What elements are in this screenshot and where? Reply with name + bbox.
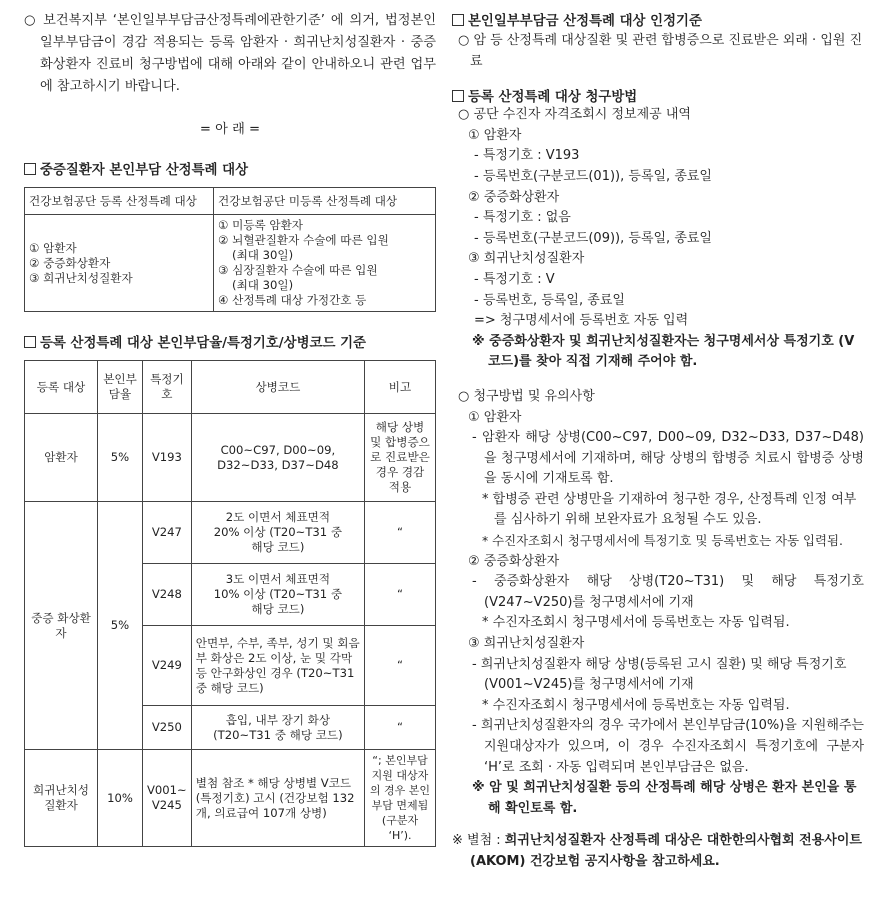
- section3-line: ○ 암 등 산정특례 대상질환 및 관련 합병증으로 진료받은 외래 · 입원 진료: [458, 33, 863, 69]
- warning-note: ※ 암 및 희귀난치성질환 등의 산정특례 해당 상병은 환자 본인을 통해 확인토록 함.: [472, 780, 857, 816]
- list-item: ○ 청구방법 및 유의사항: [458, 388, 595, 404]
- section2-title: 등록 산정특례 대상 본인부담율/특정기호/상병코드 기준: [24, 332, 436, 351]
- list-item: ○ 공단 수진자 자격조회시 정보제공 내역: [458, 107, 691, 123]
- checkbox-square-icon: [452, 14, 464, 26]
- list-item: ③ 희귀난치성질환자: [468, 636, 585, 652]
- list-item: ① 암환자: [468, 127, 522, 143]
- table-row: V249 안면부, 수부, 족부, 성기 및 회음부 화상은 2도 이상, 눈 및 각막 등 안구화상인 경우 (T20~T31 중 해당 코드) “: [25, 626, 436, 706]
- table-row: V248 3도 이면서 체표면적 10% 이상 (T20~T31 중 해당 코드) “: [25, 564, 436, 626]
- table-row: 암환자 5% V193 C00~C97, D00~09, D32~D33, D37~D48 해당 상병 및 합병증으로 진료받은 경우 경감 적용: [25, 414, 436, 502]
- list-item: - 등록번호(구분코드(01)), 등록일, 종료일: [474, 168, 712, 184]
- table2-header-rate: 본인부담율: [98, 361, 143, 414]
- section1-title: 중증질환자 본인부담 산정특례 대상: [24, 159, 436, 178]
- list-item: ② 중증화상환자: [468, 553, 560, 569]
- table1-unregistered-list: ① 미등록 암환자 ② 뇌혈관질환자 수술에 따른 입원 (최대 30일) ③ 심장질환자 수술에 따른 입원 (최대 30일) ④ 산정특례 대상 가정간호 등: [214, 215, 436, 312]
- list-item: - 중증화상환자 해당 상병(T20~T31) 및 해당 특정기호 (V247~V250)를 청구명세서에 기재: [472, 574, 864, 610]
- list-item: => 청구명세서에 등록번호 자동 입력: [474, 313, 689, 329]
- list-item: * 합병증 관련 상병만을 기재하여 청구한 경우, 산정특례 인정 여부를 심사하기 위해 보완자료가 요청될 수도 있음.: [482, 491, 857, 528]
- intro-paragraph: ○ 보건복지부 ‘본인일부부담금산정특례에관한기준’ 에 의거, 법정본인일부부담금이 경감 적용되는 등록 암환자 · 희귀난치성질환자 · 중증화상환자 진료비 청구방법에 대해 아래와 같이 안내하오니 관련 업무에 참고하시기 바랍니다.: [24, 13, 436, 94]
- list-item: - 희귀난치성질환자 해당 상병(등록된 고시 질환) 및 해당 특정기호(V001~V245)를 청구명세서에 기재: [472, 656, 847, 693]
- list-item: - 특정기호 : V193: [474, 148, 580, 164]
- table1-header-registered: 건강보험공단 등록 산정특례 대상: [25, 188, 214, 215]
- section3-title: 본인일부부담금 산정특례 대상 인정기준: [452, 10, 864, 29]
- table-special-cases: [24, 187, 436, 312]
- left-column: [24, 10, 436, 847]
- list-item: - 특정기호 : 없음: [474, 210, 571, 226]
- footnote: ※ 별첨 : 희귀난치성질환자 산정특례 대상은 대한한의사협회 전용사이트(AKOM) 건강보험 공지사항을 참고하세요.: [452, 833, 862, 869]
- list-item: - 특정기호 : V: [474, 271, 555, 287]
- list-item: * 수진자조회시 청구명세서에 특정기호 및 등록번호는 자동 입력됨.: [482, 533, 843, 549]
- list-item: ① 암환자: [468, 409, 522, 425]
- table2-header-note: 비고: [365, 361, 436, 414]
- checkbox-square-icon: [24, 163, 36, 175]
- list-item: - 희귀난치성질환자의 경우 국가에서 본인부담금(10%)을 지원해주는 지원대상자가 있으며, 이 경우 수진자조회시 특정기호에 구분자 ‘H’로 조회 · 자동 입력되며 본인부담금은 없음.: [472, 718, 864, 775]
- table-row: 희귀난치성 질환자 10% V001~ V245 별첨 참조 * 해당 상병별 V코드 (특정기호) 고시 (건강보험 132개, 의료급여 107개 상병) “; 본인부담 지원 대상자의 경우 본인부담 면제됨(구분자 ‘H’).: [25, 750, 436, 847]
- list-item: - 등록번호, 등록일, 종료일: [474, 292, 625, 308]
- table1-registered-list: ① 암환자 ② 중증화상환자 ③ 희귀난치성질환자: [25, 215, 214, 312]
- warning-note: ※ 중증화상환자 및 희귀난치성질환자는 청구명세서상 특정기호 (V코드)를 찾아 직접 기재해 주어야 함.: [472, 333, 855, 370]
- center-title: = 아 래 =: [199, 122, 261, 137]
- checkbox-square-icon: [24, 336, 36, 348]
- table1-header-unregistered: 건강보험공단 미등록 산정특례 대상: [214, 188, 436, 215]
- list-item: - 암환자 해당 상병(C00~C97, D00~09, D32~D33, D37~D48)을 청구명세서에 기재하며, 해당 상병의 합병증 치료시 합병증 상병을 동시에 기재토록 함.: [472, 430, 864, 487]
- list-item: ② 중증화상환자: [468, 189, 560, 205]
- table-rates-codes: [24, 360, 436, 847]
- list-item: * 수진자조회시 청구명세서에 등록번호는 자동 입력됨.: [482, 615, 790, 631]
- list-item: * 수진자조회시 청구명세서에 등록번호는 자동 입력됨.: [482, 697, 790, 713]
- table-row: V250 흡입, 내부 장기 화상 (T20~T31 중 해당 코드) “: [25, 706, 436, 750]
- list-item: - 등록번호(구분코드(09)), 등록일, 종료일: [474, 230, 712, 246]
- table2-header-target: 등록 대상: [25, 361, 98, 414]
- right-column: [452, 10, 864, 873]
- table2-header-disease: 상병코드: [191, 361, 364, 414]
- section4-title: 등록 산정특례 대상 청구방법: [452, 86, 864, 105]
- table-row: 중증 화상환자 5% V247 2도 이면서 체표면적 20% 이상 (T20~T31 중 해당 코드) “: [25, 502, 436, 564]
- list-item: ③ 희귀난치성질환자: [468, 251, 585, 267]
- checkbox-square-icon: [452, 90, 464, 102]
- table2-header-code: 특정기호: [143, 361, 192, 414]
